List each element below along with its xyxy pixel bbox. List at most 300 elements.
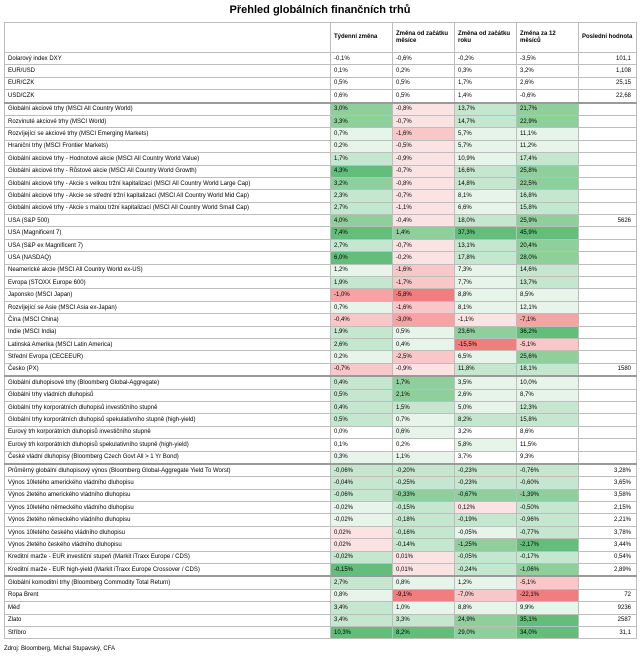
row-label: Globální trhy korporátních dluhopisů spekulativního stupně (high-yield) [5, 414, 331, 426]
12m-change-cell: -2,17% [517, 539, 579, 551]
month-change-cell: -0,14% [393, 539, 455, 551]
last-value-cell [579, 351, 637, 363]
last-value-cell [579, 301, 637, 313]
month-change-cell: -0,9% [393, 363, 455, 376]
month-change-cell: -0,8% [393, 177, 455, 189]
row-label: Kreditní marže - EUR high-yield (Markit iTraxx Europe Crossover / CDS) [5, 564, 331, 577]
12m-change-cell: 34,0% [517, 626, 579, 638]
row-label: USD/CZK [5, 90, 331, 103]
month-change-cell: 0,2% [393, 439, 455, 451]
weekly-change-cell: -0,02% [331, 514, 393, 526]
ytd-change-cell: -0,2% [455, 53, 517, 65]
weekly-change-cell: 6,0% [331, 252, 393, 264]
weekly-change-cell: 3,4% [331, 614, 393, 626]
ytd-change-cell: 3,5% [455, 376, 517, 389]
last-value-cell [579, 414, 637, 426]
ytd-change-cell: -0,19% [455, 514, 517, 526]
ytd-change-cell: 7,7% [455, 277, 517, 289]
last-value-cell [579, 115, 637, 127]
month-change-cell: -5,8% [393, 289, 455, 301]
12m-change-cell: 18,1% [517, 363, 579, 376]
weekly-change-cell: 0,1% [331, 65, 393, 77]
12m-change-cell: 15,8% [517, 202, 579, 214]
12m-change-cell: 13,7% [517, 277, 579, 289]
12m-change-cell: 8,5% [517, 289, 579, 301]
weekly-change-cell: -0,02% [331, 551, 393, 563]
month-change-cell: 0,8% [393, 576, 455, 589]
weekly-change-cell: -0,06% [331, 464, 393, 477]
last-value-cell [579, 190, 637, 202]
row-label: Globální trhy korporátních dluhopisů investičního stupně [5, 401, 331, 413]
12m-change-cell: 10,0% [517, 376, 579, 389]
month-change-cell: -0,20% [393, 464, 455, 477]
row-label: Globální akciové trhy - Akcie s malou tržní kapitalizací (MSCI All Country World Small Cap) [5, 202, 331, 214]
row-label: Globální akciové trhy - Hodnotové akcie (MSCI All Country World Value) [5, 153, 331, 165]
table-row [5, 190, 637, 202]
weekly-change-cell: 2,3% [331, 190, 393, 202]
12m-change-cell: -5,1% [517, 576, 579, 589]
weekly-change-cell: 10,3% [331, 626, 393, 638]
last-value-cell [579, 140, 637, 152]
row-label: Výnos 10letého českého vládního dluhopisu [5, 526, 331, 538]
month-change-cell: -0,5% [393, 140, 455, 152]
weekly-change-cell: 0,6% [331, 90, 393, 103]
header-label [5, 23, 331, 53]
row-label: Rozvinuté akciové trhy (MSCI World) [5, 115, 331, 127]
12m-change-cell: 9,3% [517, 451, 579, 464]
header-weekly-change: Týdenní změna [331, 23, 393, 53]
weekly-change-cell: 4,0% [331, 215, 393, 227]
12m-change-cell: -0,77% [517, 526, 579, 538]
12m-change-cell: -0,6% [517, 90, 579, 103]
row-label: Průměrný globální dluhopisový výnos (Bloomberg Global-Aggregate Yield To Worst) [5, 464, 331, 477]
last-value-cell [579, 165, 637, 177]
ytd-change-cell: -0,67% [455, 489, 517, 501]
row-label: USA (Magnificent 7) [5, 227, 331, 239]
row-label: USA (NASDAQ) [5, 252, 331, 264]
last-value-cell [579, 277, 637, 289]
12m-change-cell: -5,1% [517, 338, 579, 350]
last-value-cell: 1580 [579, 363, 637, 376]
last-value-cell [579, 576, 637, 589]
12m-change-cell: 11,1% [517, 128, 579, 140]
row-label: Eurový trh korporátních dluhopisů spekulativního stupně (high-yield) [5, 439, 331, 451]
12m-change-cell: 16,8% [517, 190, 579, 202]
row-label: Dolarový index DXY [5, 53, 331, 65]
header-month-change: Změna od začátku měsíce [393, 23, 455, 53]
month-change-cell: -1,7% [393, 277, 455, 289]
row-label: USA (S&P 500) [5, 215, 331, 227]
table-row [5, 115, 637, 127]
weekly-change-cell: -0,4% [331, 314, 393, 326]
table-row [5, 626, 637, 638]
weekly-change-cell: 0,5% [331, 389, 393, 401]
table-row [5, 564, 637, 577]
month-change-cell: 0,01% [393, 564, 455, 577]
12m-change-cell: 11,5% [517, 439, 579, 451]
ytd-change-cell: -15,5% [455, 338, 517, 350]
row-label: USA (S&P ex Magnificent 7) [5, 239, 331, 251]
month-change-cell: 1,1% [393, 451, 455, 464]
ytd-change-cell: 1,2% [455, 576, 517, 589]
weekly-change-cell: 0,7% [331, 128, 393, 140]
row-label: Latinská Amerika (MSCI Latin America) [5, 338, 331, 350]
month-change-cell: 1,4% [393, 227, 455, 239]
table-row [5, 376, 637, 389]
month-change-cell: 0,4% [393, 338, 455, 350]
12m-change-cell: 28,0% [517, 252, 579, 264]
row-label: Čína (MSCI China) [5, 314, 331, 326]
weekly-change-cell: 1,7% [331, 153, 393, 165]
last-value-cell [579, 239, 637, 251]
12m-change-cell: -0,60% [517, 477, 579, 489]
ytd-change-cell: 5,0% [455, 401, 517, 413]
table-row [5, 614, 637, 626]
12m-change-cell: 22,5% [517, 177, 579, 189]
row-label: Střední Evropa (CECEEUR) [5, 351, 331, 363]
weekly-change-cell: 0,4% [331, 376, 393, 389]
ytd-change-cell: -0,05% [455, 551, 517, 563]
row-label: Výnos 10letého amerického vládního dluhopisu [5, 477, 331, 489]
row-label: Rozvíjející se Asie (MSCI Asia ex-Japan) [5, 301, 331, 313]
row-label: Globální akciové trhy - Růstové akcie (MSCI All Country World Growth) [5, 165, 331, 177]
last-value-cell: 3,78% [579, 526, 637, 538]
table-row [5, 53, 637, 65]
month-change-cell: -0,2% [393, 252, 455, 264]
weekly-change-cell: 2,7% [331, 239, 393, 251]
12m-change-cell: 21,7% [517, 103, 579, 116]
last-value-cell [579, 426, 637, 438]
row-label: Výnos 2letého amerického vládního dluhopisu [5, 489, 331, 501]
ytd-change-cell: -0,24% [455, 564, 517, 577]
table-row [5, 103, 637, 116]
row-label: Ropa Brent [5, 589, 331, 601]
table-row [5, 489, 637, 501]
ytd-change-cell: 17,8% [455, 252, 517, 264]
last-value-cell [579, 252, 637, 264]
weekly-change-cell: 3,3% [331, 115, 393, 127]
last-value-cell [579, 128, 637, 140]
month-change-cell: -0,6% [393, 53, 455, 65]
last-value-cell [579, 227, 637, 239]
12m-change-cell: -22,1% [517, 589, 579, 601]
weekly-change-cell: 0,3% [331, 451, 393, 464]
weekly-change-cell: 4,3% [331, 165, 393, 177]
table-row [5, 414, 637, 426]
last-value-cell [579, 153, 637, 165]
ytd-change-cell: 5,7% [455, 128, 517, 140]
weekly-change-cell: 2,6% [331, 338, 393, 350]
table-row [5, 464, 637, 477]
12m-change-cell: 14,6% [517, 264, 579, 276]
table-row [5, 514, 637, 526]
table-row [5, 576, 637, 589]
table-row [5, 301, 637, 313]
ytd-change-cell: 18,0% [455, 215, 517, 227]
table-row [5, 338, 637, 350]
last-value-cell: 2,21% [579, 514, 637, 526]
last-value-cell: 5626 [579, 215, 637, 227]
row-label: Zlato [5, 614, 331, 626]
ytd-change-cell: -0,23% [455, 464, 517, 477]
month-change-cell: -0,25% [393, 477, 455, 489]
ytd-change-cell: -1,25% [455, 539, 517, 551]
row-label: Japonsko (MSCI Japan) [5, 289, 331, 301]
month-change-cell: -0,4% [393, 215, 455, 227]
12m-change-cell: -1,39% [517, 489, 579, 501]
weekly-change-cell: 0,4% [331, 401, 393, 413]
month-change-cell: -0,18% [393, 514, 455, 526]
header-12m-change: Změna za 12 měsíců [517, 23, 579, 53]
header-row [5, 23, 637, 53]
table-row [5, 165, 637, 177]
row-label: Globální trhy vládních dluhopisů [5, 389, 331, 401]
page-title: Přehled globálních finančních trhů [229, 4, 411, 16]
row-label: Výnos 2letého německého vládního dluhopisu [5, 514, 331, 526]
ytd-change-cell: 0,12% [455, 502, 517, 514]
weekly-change-cell: -0,04% [331, 477, 393, 489]
weekly-change-cell: 0,8% [331, 589, 393, 601]
last-value-cell [579, 264, 637, 276]
last-value-cell [579, 451, 637, 464]
ytd-change-cell: 14,7% [455, 115, 517, 127]
markets-table [4, 22, 637, 639]
12m-change-cell: 8,6% [517, 426, 579, 438]
weekly-change-cell: 3,0% [331, 103, 393, 116]
month-change-cell: 0,7% [393, 414, 455, 426]
month-change-cell: -3,0% [393, 314, 455, 326]
ytd-change-cell: 8,1% [455, 301, 517, 313]
month-change-cell: -1,6% [393, 301, 455, 313]
ytd-change-cell: 29,0% [455, 626, 517, 638]
month-change-cell: -0,15% [393, 502, 455, 514]
last-value-cell: 25,15 [579, 77, 637, 89]
12m-change-cell: 20,4% [517, 239, 579, 251]
table-row [5, 426, 637, 438]
row-label: Globální dluhopisové trhy (Bloomberg Global-Aggregate) [5, 376, 331, 389]
weekly-change-cell: 0,5% [331, 414, 393, 426]
table-body [5, 53, 637, 639]
ytd-change-cell: 5,7% [455, 140, 517, 152]
month-change-cell: -0,7% [393, 190, 455, 202]
12m-change-cell: 3,2% [517, 65, 579, 77]
month-change-cell: -0,7% [393, 165, 455, 177]
row-label: Česko (PX) [5, 363, 331, 376]
table-row [5, 239, 637, 251]
table-row [5, 90, 637, 103]
12m-change-cell: 36,2% [517, 326, 579, 338]
month-change-cell: -0,33% [393, 489, 455, 501]
table-row [5, 252, 637, 264]
ytd-change-cell: 11,8% [455, 363, 517, 376]
12m-change-cell: 25,6% [517, 351, 579, 363]
table-row [5, 589, 637, 601]
row-label: Evropa (STOXX Europe 600) [5, 277, 331, 289]
last-value-cell: 22,68 [579, 90, 637, 103]
row-label: Měď [5, 602, 331, 614]
weekly-change-cell: 1,9% [331, 277, 393, 289]
table-row [5, 215, 637, 227]
row-label: Indie (MSCI India) [5, 326, 331, 338]
table-row [5, 401, 637, 413]
month-change-cell: 2,1% [393, 389, 455, 401]
month-change-cell: 3,3% [393, 614, 455, 626]
weekly-change-cell: 3,2% [331, 177, 393, 189]
table-row [5, 264, 637, 276]
last-value-cell: 3,44% [579, 539, 637, 551]
table-row [5, 363, 637, 376]
ytd-change-cell: 7,3% [455, 264, 517, 276]
ytd-change-cell: 6,6% [455, 202, 517, 214]
12m-change-cell: 35,1% [517, 614, 579, 626]
row-label: Globální akciové trhy (MSCI All Country World) [5, 103, 331, 116]
last-value-cell: 2,15% [579, 502, 637, 514]
12m-change-cell: 11,2% [517, 140, 579, 152]
last-value-cell [579, 103, 637, 116]
ytd-change-cell: -1,1% [455, 314, 517, 326]
12m-change-cell: 45,9% [517, 227, 579, 239]
last-value-cell: 1,108 [579, 65, 637, 77]
table-row [5, 602, 637, 614]
ytd-change-cell: 8,1% [455, 190, 517, 202]
table-row [5, 526, 637, 538]
weekly-change-cell: -0,7% [331, 363, 393, 376]
table-row [5, 477, 637, 489]
weekly-change-cell: 3,4% [331, 602, 393, 614]
last-value-cell: 9236 [579, 602, 637, 614]
weekly-change-cell: -1,0% [331, 289, 393, 301]
weekly-change-cell: 0,2% [331, 351, 393, 363]
row-label: Rozvíjející se akciové trhy (MSCI Emerging Markets) [5, 128, 331, 140]
12m-change-cell: -1,06% [517, 564, 579, 577]
ytd-change-cell: 10,9% [455, 153, 517, 165]
row-label: EUR/CZK [5, 77, 331, 89]
row-label: EUR/USD [5, 65, 331, 77]
month-change-cell: 1,0% [393, 602, 455, 614]
table-row [5, 202, 637, 214]
weekly-change-cell: -0,06% [331, 489, 393, 501]
12m-change-cell: -0,17% [517, 551, 579, 563]
last-value-cell [579, 326, 637, 338]
ytd-change-cell: 0,3% [455, 65, 517, 77]
month-change-cell: -1,6% [393, 128, 455, 140]
month-change-cell: 1,7% [393, 376, 455, 389]
ytd-change-cell: -7,0% [455, 589, 517, 601]
ytd-change-cell: 13,1% [455, 239, 517, 251]
weekly-change-cell: 0,1% [331, 439, 393, 451]
weekly-change-cell: 1,9% [331, 326, 393, 338]
12m-change-cell: 15,8% [517, 414, 579, 426]
last-value-cell [579, 314, 637, 326]
weekly-change-cell: -0,15% [331, 564, 393, 577]
ytd-change-cell: -0,23% [455, 477, 517, 489]
ytd-change-cell: 1,4% [455, 90, 517, 103]
ytd-change-cell: 3,2% [455, 426, 517, 438]
row-label: Neamerické akcie (MSCI All Country World ex-US) [5, 264, 331, 276]
last-value-cell: 2587 [579, 614, 637, 626]
month-change-cell: -0,9% [393, 153, 455, 165]
last-value-cell: 0,54% [579, 551, 637, 563]
weekly-change-cell: 0,2% [331, 140, 393, 152]
row-label: Globální komoditní trhy (Bloomberg Commodity Total Return) [5, 576, 331, 589]
last-value-cell [579, 177, 637, 189]
ytd-change-cell: 2,6% [455, 389, 517, 401]
row-label: Stříbro [5, 626, 331, 638]
last-value-cell [579, 202, 637, 214]
ytd-change-cell: 5,8% [455, 439, 517, 451]
12m-change-cell: 17,4% [517, 153, 579, 165]
table-row [5, 65, 637, 77]
ytd-change-cell: 3,7% [455, 451, 517, 464]
weekly-change-cell: 0,7% [331, 301, 393, 313]
12m-change-cell: 9,9% [517, 602, 579, 614]
weekly-change-cell: 2,7% [331, 202, 393, 214]
table-row [5, 227, 637, 239]
table-row [5, 551, 637, 563]
month-change-cell: -9,1% [393, 589, 455, 601]
month-change-cell: -0,8% [393, 103, 455, 116]
table-row [5, 439, 637, 451]
ytd-change-cell: 24,9% [455, 614, 517, 626]
month-change-cell: -2,5% [393, 351, 455, 363]
row-label: Výnos 2letého českého vládního dluhopisu [5, 539, 331, 551]
table-row [5, 277, 637, 289]
row-label: Globální akciové trhy - Akcie se střední tržní kapitalizací (MSCI All Country World Mid Cap) [5, 190, 331, 202]
month-change-cell: 1,5% [393, 401, 455, 413]
weekly-change-cell: 0,0% [331, 426, 393, 438]
row-label: České vládní dluhopisy (Bloomberg Czech Govt All > 1 Yr Bond) [5, 451, 331, 464]
last-value-cell [579, 401, 637, 413]
ytd-change-cell: 8,8% [455, 289, 517, 301]
month-change-cell: 0,5% [393, 326, 455, 338]
month-change-cell: -1,6% [393, 264, 455, 276]
row-label: Hraniční trhy (MSCI Frontier Markets) [5, 140, 331, 152]
weekly-change-cell: 0,02% [331, 526, 393, 538]
12m-change-cell: 22,9% [517, 115, 579, 127]
row-label: Kreditní marže - EUR investiční stupeň (Markit iTraxx Europe / CDS) [5, 551, 331, 563]
month-change-cell: 0,2% [393, 65, 455, 77]
month-change-cell: -0,7% [393, 115, 455, 127]
ytd-change-cell: -0,05% [455, 526, 517, 538]
ytd-change-cell: 13,7% [455, 103, 517, 116]
weekly-change-cell: -0,1% [331, 53, 393, 65]
ytd-change-cell: 37,3% [455, 227, 517, 239]
last-value-cell: 72 [579, 589, 637, 601]
ytd-change-cell: 23,6% [455, 326, 517, 338]
last-value-cell [579, 389, 637, 401]
table-row [5, 153, 637, 165]
table-row [5, 314, 637, 326]
row-label: Eurový trh korporátních dluhopisů investičního stupně [5, 426, 331, 438]
table-row [5, 326, 637, 338]
last-value-cell: 101,1 [579, 53, 637, 65]
table-row [5, 140, 637, 152]
weekly-change-cell: 1,2% [331, 264, 393, 276]
ytd-change-cell: 16,6% [455, 165, 517, 177]
month-change-cell: -0,7% [393, 239, 455, 251]
month-change-cell: 0,5% [393, 77, 455, 89]
12m-change-cell: 8,7% [517, 389, 579, 401]
12m-change-cell: -7,1% [517, 314, 579, 326]
last-value-cell: 31,1 [579, 626, 637, 638]
12m-change-cell: -3,5% [517, 53, 579, 65]
header-ytd-change: Změna od začátku roku [455, 23, 517, 53]
month-change-cell: 0,5% [393, 90, 455, 103]
weekly-change-cell: 2,7% [331, 576, 393, 589]
table-row [5, 451, 637, 464]
last-value-cell: 3,28% [579, 464, 637, 477]
12m-change-cell: 12,1% [517, 301, 579, 313]
